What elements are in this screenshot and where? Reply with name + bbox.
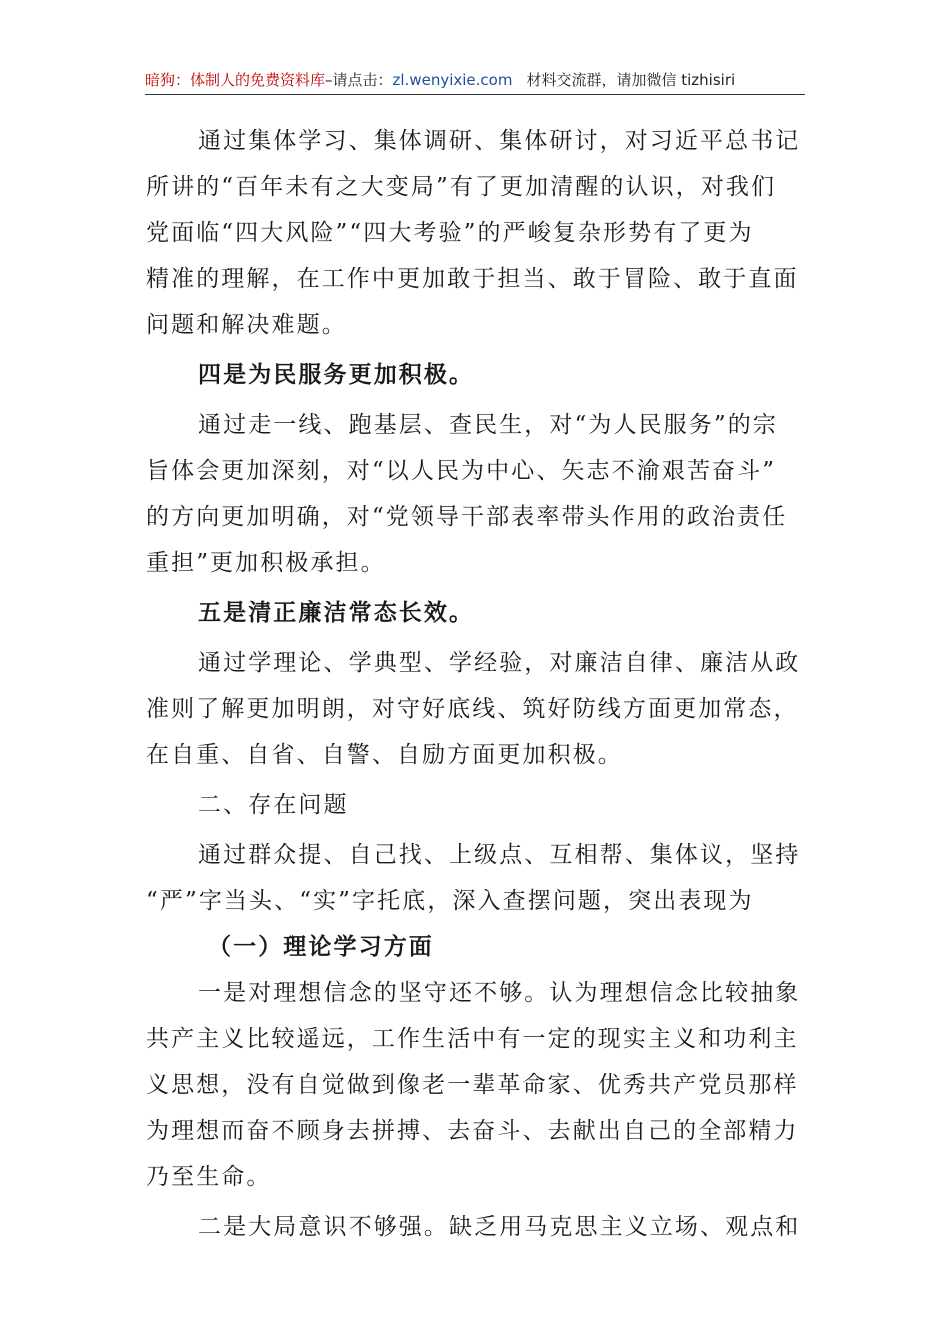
paragraph-line: 乃至生命。: [146, 1164, 272, 1190]
section-heading-5: 五是清正廉洁常态长效。: [198, 599, 475, 626]
header-link[interactable]: zl.wenyixie.com: [392, 71, 513, 89]
paragraph-line: 一是对理想信念的坚守还不够。认为理想信念比较抽象: [198, 980, 801, 1006]
section-heading-4: 四是为民服务更加积极。: [198, 361, 475, 388]
paragraph-line: 通过集体学习、集体调研、集体研讨，对习近平总书记: [198, 128, 801, 154]
paragraph-line: 通过学理论、学典型、学经验，对廉洁自律、廉洁从政: [198, 650, 801, 676]
paragraph-line: 党面临“四大风险”“四大考验”的严峻复杂形势有了更为: [146, 220, 754, 246]
paragraph-line: 问题和解决难题。: [146, 312, 347, 338]
header-click-prompt: –请点击：: [325, 71, 393, 89]
header-wechat-note: 材料交流群，请加微信 tizhisiri: [526, 71, 736, 89]
document-body: [146, 118, 808, 1250]
paragraph-line: 二是大局意识不够强。缺乏用马克思主义立场、观点和: [198, 1214, 801, 1240]
header-site-name: 暗狗：体制人的免费资料库: [145, 71, 326, 89]
paragraph-line: 义思想，没有自觉做到像老一辈革命家、优秀共产党员那样: [146, 1072, 799, 1098]
paragraph-line: 所讲的“百年未有之大变局”有了更加清醒的认识，对我们: [146, 174, 777, 200]
header-divider: [145, 94, 805, 95]
paragraph-line: 共产主义比较遥远，工作生活中有一定的现实主义和功利主: [146, 1026, 799, 1052]
paragraph-line: 精准的理解，在工作中更加敢于担当、敢于冒险、敢于直面: [146, 266, 799, 292]
paragraph-line: 通过群众提、自己找、上级点、互相帮、集体议，坚持: [198, 842, 801, 868]
chapter-heading-2: 二、存在问题: [198, 792, 349, 818]
paragraph-line: 准则了解更加明朗，对守好底线、筑好防线方面更加常态，: [146, 696, 799, 722]
subsection-heading-1: （一）理论学习方面: [208, 933, 434, 960]
paragraph-line: 重担”更加积极承担。: [146, 550, 386, 576]
paragraph-line: 为理想而奋不顾身去拼搏、去奋斗、去献出自己的全部精力: [146, 1118, 799, 1144]
paragraph-line: 通过走一线、跑基层、查民生，对“为人民服务”的宗: [198, 412, 778, 438]
paragraph-line: “严”字当头、“实”字托底，深入查摆问题，突出表现为: [146, 888, 754, 914]
paragraph-line: 的方向更加明确，对“党领导干部表率带头作用的政治责任: [146, 504, 788, 530]
paragraph-line: 旨体会更加深刻，对“以人民为中心、矢志不渝艰苦奋斗”: [146, 458, 777, 484]
paragraph-line: 在自重、自省、自警、自励方面更加积极。: [146, 742, 623, 768]
page-header: [145, 66, 805, 94]
